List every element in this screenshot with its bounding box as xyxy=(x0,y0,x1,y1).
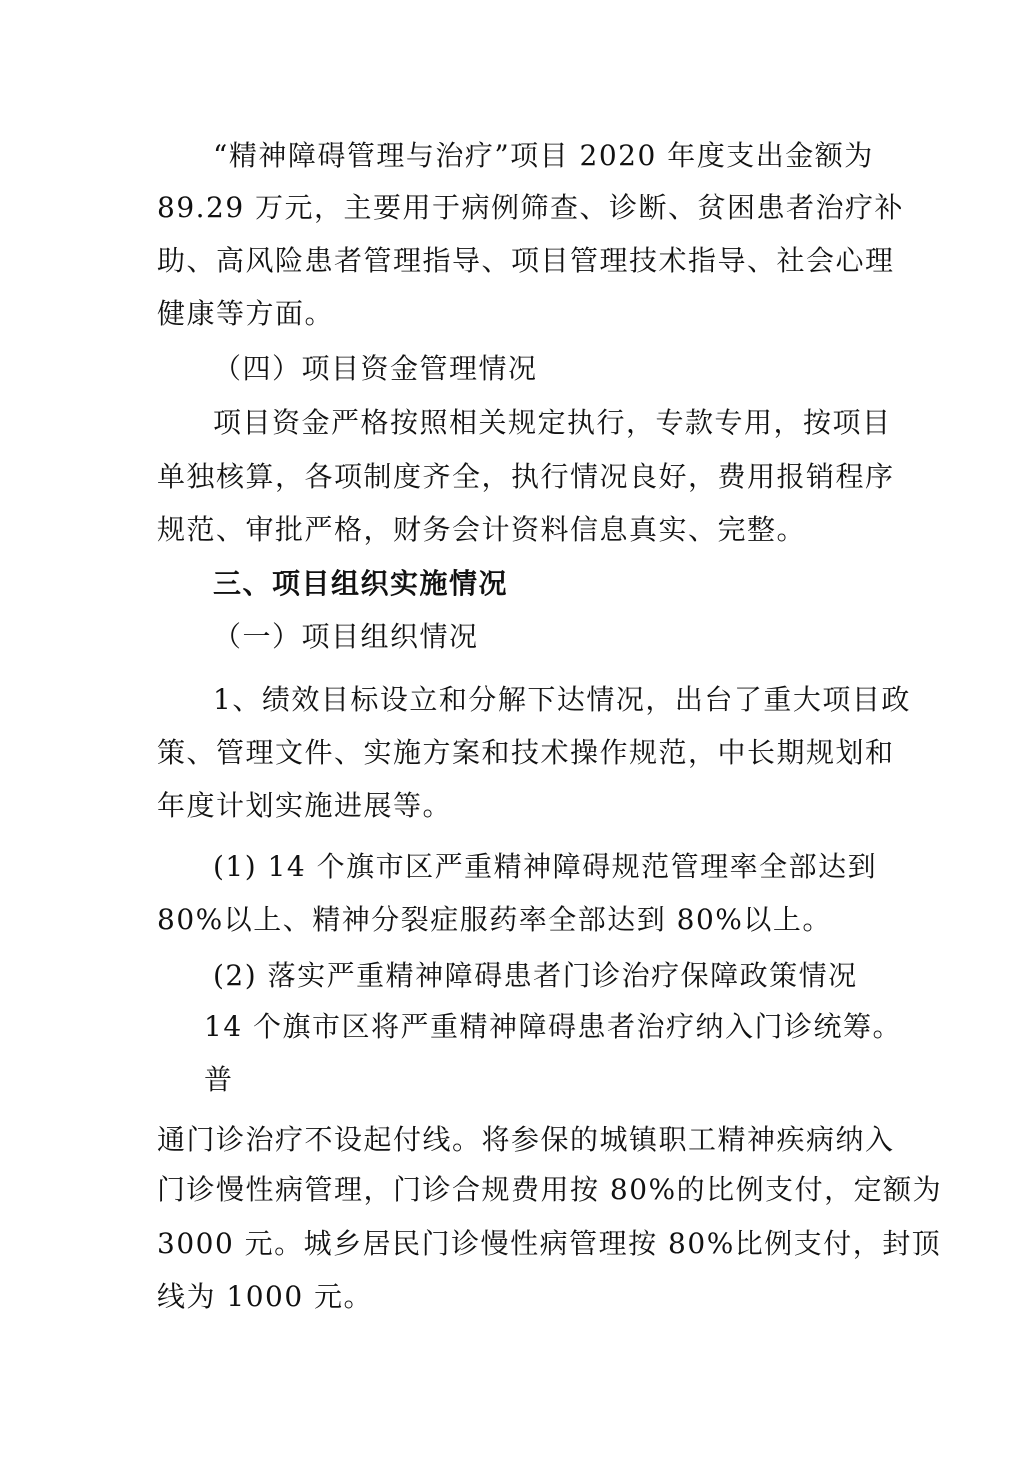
list-item-2-line-2: 14 个旗市区将严重精神障碍患者治疗纳入门诊统筹。 xyxy=(204,1010,903,1043)
paragraph-outpatient-line-3: 3000 元。城乡居民门诊慢性病管理按 80%比例支付，封顶 xyxy=(157,1227,942,1260)
list-item-1-line-1: (1) 14 个旗市区严重精神障碍规范管理率全部达到 xyxy=(213,850,878,883)
paragraph-fund-line-2: 单独核算，各项制度齐全，执行情况良好，费用报销程序 xyxy=(157,460,895,493)
paragraph-goals-line-2: 策、管理文件、实施方案和技术操作规范，中长期规划和 xyxy=(157,736,895,769)
paragraph-fund-line-3: 规范、审批严格，财务会计资料信息真实、完整。 xyxy=(157,513,807,546)
paragraph-expenditure-line-2: 89.29 万元，主要用于病例筛查、诊断、贫困患者治疗补 xyxy=(157,191,905,224)
heading-section-3: 三、项目组织实施情况 xyxy=(213,567,509,600)
list-item-2-line-1: (2) 落实严重精神障碍患者门诊治疗保障政策情况 xyxy=(213,959,858,992)
subheading-fund-management: （四）项目资金管理情况 xyxy=(213,352,538,385)
paragraph-expenditure-line-3: 助、高风险患者管理指导、项目管理技术指导、社会心理 xyxy=(157,244,895,277)
paragraph-expenditure-line-1: “精神障碍管理与治疗”项目 2020 年度支出金额为 xyxy=(213,139,874,172)
list-item-1-line-2: 80%以上、精神分裂症服药率全部达到 80%以上。 xyxy=(157,903,832,936)
paragraph-outpatient-line-1: 通门诊治疗不设起付线。将参保的城镇职工精神疾病纳入 xyxy=(157,1123,895,1156)
paragraph-goals-line-1: 1、绩效目标设立和分解下达情况，出台了重大项目政 xyxy=(213,683,911,716)
subheading-organization: （一）项目组织情况 xyxy=(213,620,479,653)
paragraph-fund-line-1: 项目资金严格按照相关规定执行，专款专用，按项目 xyxy=(213,406,892,439)
paragraph-outpatient-line-4: 线为 1000 元。 xyxy=(157,1280,374,1313)
list-item-2-line-3: 普 xyxy=(204,1063,234,1096)
paragraph-outpatient-line-2: 门诊慢性病管理，门诊合规费用按 80%的比例支付，定额为 xyxy=(157,1173,943,1206)
paragraph-expenditure-line-4: 健康等方面。 xyxy=(157,297,335,330)
paragraph-goals-line-3: 年度计划实施进展等。 xyxy=(157,789,453,822)
